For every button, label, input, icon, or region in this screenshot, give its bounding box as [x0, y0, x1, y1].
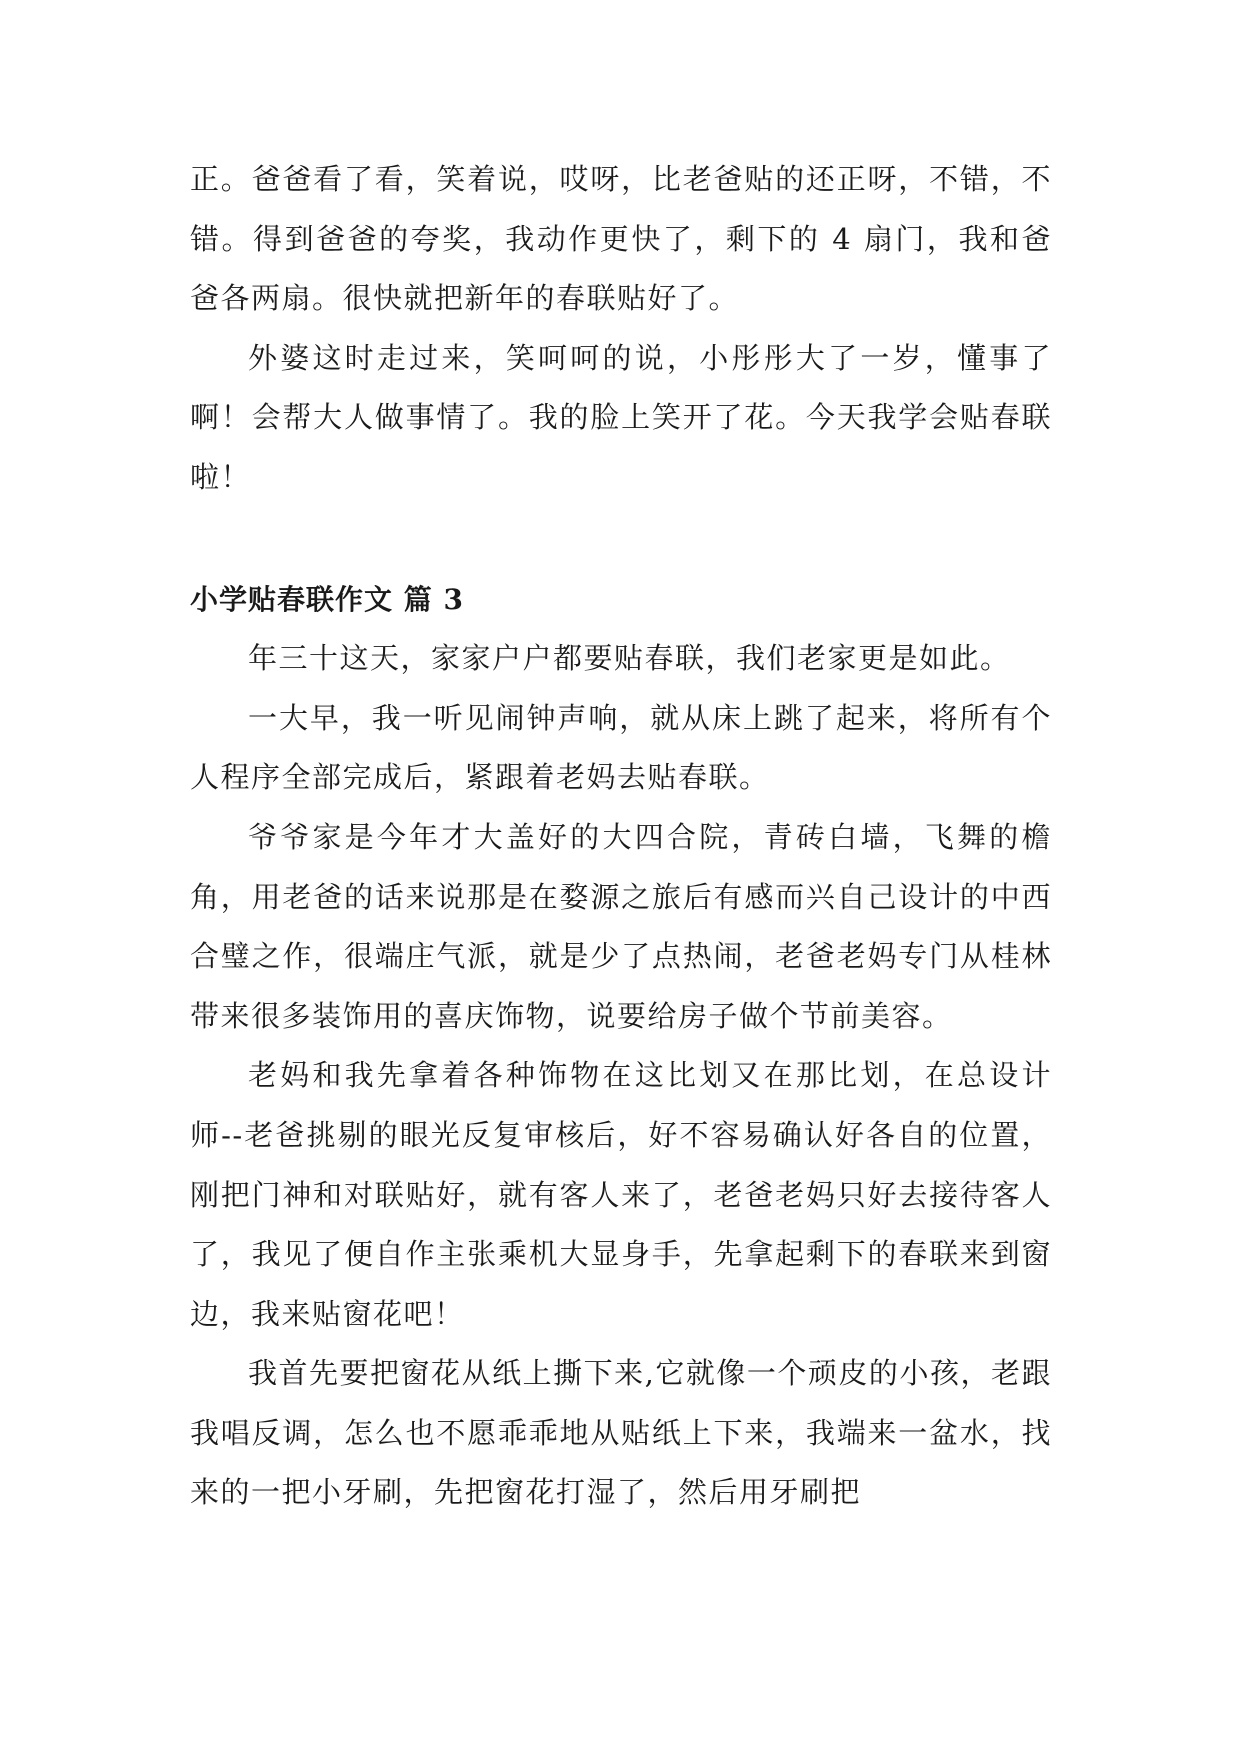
- paragraph: 爷爷家是今年才大盖好的大四合院，青砖白墙，飞舞的檐角，用老爸的话来说那是在婺源之旅后有感而兴自己设计的中西合璧之作，很端庄气派，就是少了点热闹，老爸老妈专门从桂林带来很多装饰用的喜庆饰物，说要给房子做个节前美容。: [190, 819, 1052, 1033]
- paragraph: 老妈和我先拿着各种饰物在这比划又在那比划，在总设计师--老爸挑剔的眼光反复审核后，好不容易确认好各自的位置，刚把门神和对联贴好，就有客人来了，老爸老妈只好去接待客人了，我见了便自作主张乘机大显身手，先拿起剩下的春联来到窗边，我来贴窗花吧！: [190, 1058, 1052, 1331]
- paragraph: 年三十这天，家家户户都要贴春联，我们老家更是如此。: [248, 641, 1011, 676]
- section-title: 小学贴春联作文 篇 3: [190, 582, 464, 616]
- document-page: [190, 150, 1052, 1523]
- paragraph: 一大早，我一听见闹钟声响，就从床上跳了起来，将所有个人程序全部完成后，紧跟着老妈去贴春联。: [190, 700, 1052, 795]
- paragraph: 外婆这时走过来，笑呵呵的说，小彤彤大了一岁，懂事了啊！会帮大人做事情了。我的脸上笑开了花。今天我学会贴春联啦！: [190, 340, 1052, 494]
- paragraph-continued: 正。爸爸看了看，笑着说，哎呀，比老爸贴的还正呀，不错，不错。得到爸爸的夸奖，我动作更快了，剩下的 4 扇门，我和爸爸各两扇。很快就把新年的春联贴好了。: [190, 162, 1052, 316]
- paragraph: 我首先要把窗花从纸上撕下来,它就像一个顽皮的小孩，老跟我唱反调，怎么也不愿乖乖地从贴纸上下来，我端来一盆水，找来的一把小牙刷，先把窗花打湿了，然后用牙刷把: [190, 1356, 1052, 1510]
